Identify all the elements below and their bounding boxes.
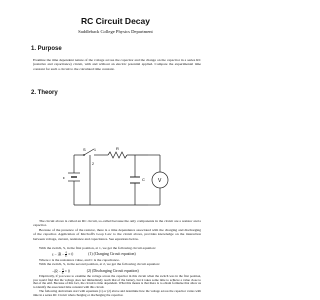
capacitor-label: C [142,177,145,182]
theory-paragraph-4: Where ε is the resistance value, and C is the capacitance. [39,258,120,262]
page-title: RC Circuit Decay [81,16,150,26]
battery-icon [68,173,80,181]
voltmeter-label: V [158,178,162,184]
theory-paragraph-5: With the switch, S, in the second position, at 2, we get the following circuit equation: [39,262,160,266]
purpose-paragraph: Examine the time dependent nature of the voltage across the capacitor and the change on the capacitor in a series RC (resistive and capacitance) circuit, with and without an electric potential applied. Compare the experimental time constant for such a circuit to the calculated time constant. [33,58,201,71]
theory-paragraph-7: The following derivations start with equations (1) or (2) above and determine how the voltage across the capacitor varies with time in a series RC Circuit when charging or discharging the capacitor. [33,289,201,297]
theory-paragraph-3: With the switch, S, in the first position, at 1, we get the following circuit equation: [39,246,156,250]
switch-pos1-label: 1 [94,148,96,152]
switch-pos2-label: 2 [92,162,94,166]
page-subtitle: Saddleback College Physics Department [78,29,153,34]
theory-paragraph-1: The circuit above is called an RC circuit, so-called because the only components in the circuit are a resistor and a capacitor. [33,219,201,228]
equation-charging: ε − iR − $\frac{q}{C}$ = 0 (1) (Charging Circuit equation) [52,250,136,258]
capacitor-icon [130,177,140,183]
resistor-label: R [116,146,119,151]
switch-label: S [83,147,86,152]
equation-discharging: −iR − $\frac{q}{C}$ = 0 (2) (Discharging Circuit equation) [52,267,139,275]
theory-paragraph-2: Because of the presence of the resistor, there is a time dependence associated with the charging and discharging of the capacitor. Application of Kirchoff's Loop Law to the circuit above, provides knowledge on the interaction between voltage, current, resistance and capacitance. See equations below. [33,228,201,241]
emf-label: ε [63,175,65,180]
rc-circuit-diagram [60,145,180,215]
switch-pivot-icon [83,154,85,156]
section-heading-theory: 2. Theory [31,90,58,96]
theory-paragraph-6: Empirically, if you were to examine the voltage across the capacitor in this circuit when the switch was in the first position, you would find that the voltage does not immediately reach that of the battery, but it takes some time to achieve a value close to that of the emf. Because of this fact, the circuit is time dependent. What this means is that there is to obtain formulae that allow us to identify the associated time constant with this circuit. [33,274,201,289]
section-heading-purpose: 1. Purpose [31,46,62,52]
